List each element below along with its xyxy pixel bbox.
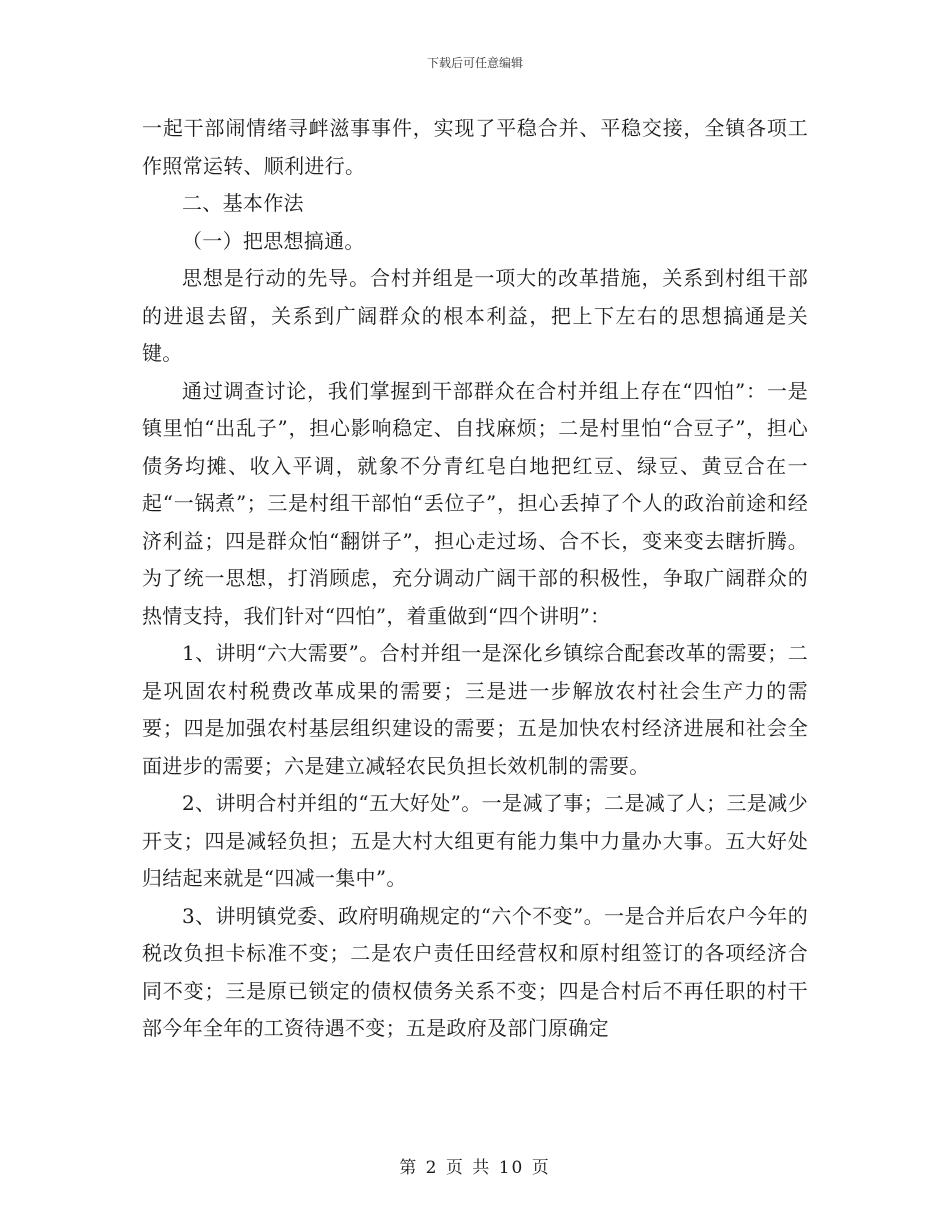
subsection-heading: （一）把思想搞通。 [182, 228, 365, 253]
paragraph: 思想是行动的先导。合村并组是一项大的改革措施，关系到村组干部的进退去留，关系到广阔群众的根本利益，把上下左右的思想搞通是关键。 [142, 266, 808, 365]
section-heading: 二、基本作法 [182, 191, 304, 215]
page-number: 第 2 页 共 10 页 [399, 1158, 551, 1178]
paragraph-continuation: 一起干部闹情绪寻衅滋事事件，实现了平稳合并、平稳交接，全镇各项工作照常运转、顺利进行。 [142, 116, 808, 178]
page-header-note: 下载后可任意编辑 [426, 56, 523, 70]
document-body [142, 110, 808, 1048]
paragraph: 通过调查讨论，我们掌握到干部群众在合村并组上存在“四怕”：一是镇里怕“出乱子”，担心影响稳定、自找麻烦；二是村里怕“合豆子”，担心债务均摊、收入平调，就象不分青红皂白地把红豆、绿豆、黄豆合在一起“一锅煮”；三是村组干部怕“丢位子”，担心丢掉了个人的政治前途和经济利益；四是群众怕“翻饼子”，担心走过场、合不长，变来变去瞎折腾。为了统一思想，打消顾虑，充分调动广阔干部的积极性，争取广阔群众的热情支持，我们针对“四怕”，着重做到“四个讲明”： [142, 378, 808, 628]
list-item-paragraph: 3、讲明镇党委、政府明确规定的“六个不变”。一是合并后农户今年的税改负担卡标准不变；二是农户责任田经营权和原村组签订的各项经济合同不变；三是原已锁定的债权债务关系不变；四是合村后不再任职的村干部今年全年的工资待遇不变；五是政府及部门原确定 [142, 903, 808, 1040]
list-item-paragraph: 2、讲明合村并组的“五大好处”。一是减了事；二是减了人；三是减少开支；四是减轻负担；五是大村大组更有能力集中力量办大事。五大好处归结起来就是“四减一集中”。 [142, 791, 808, 890]
list-item-paragraph: 1、讲明“六大需要”。合村并组一是深化乡镇综合配套改革的需要；二是巩固农村税费改革成果的需要；三是进一步解放农村社会生产力的需要；四是加强农村基层组织建设的需要；五是加快农村经济进展和社会全面进步的需要；六是建立减轻农民负担长效机制的需要。 [142, 641, 808, 778]
